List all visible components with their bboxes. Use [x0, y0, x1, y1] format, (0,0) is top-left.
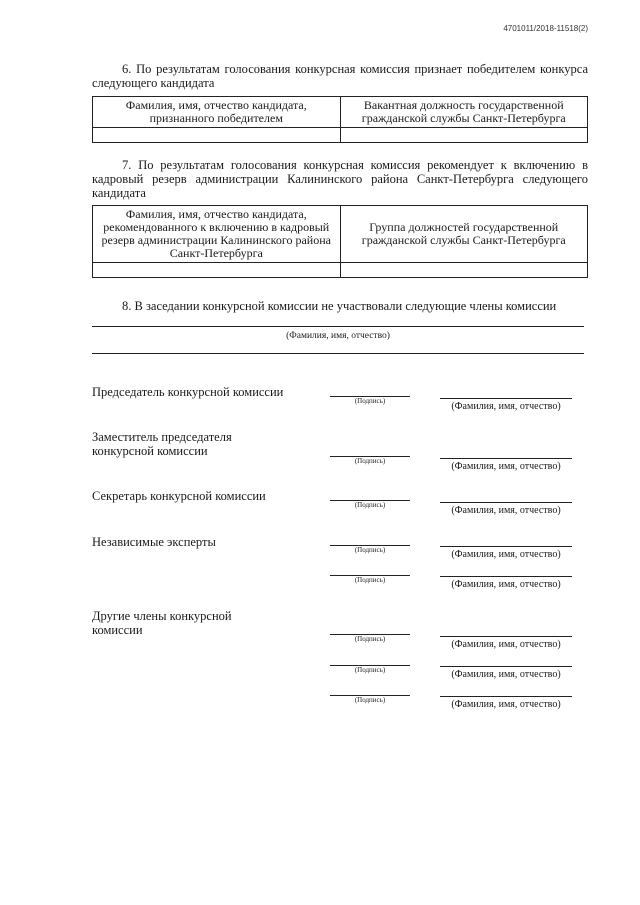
- signature-caption: (Подпись): [354, 397, 386, 405]
- absent-members-line-2[interactable]: [92, 353, 584, 354]
- name-line[interactable]: [440, 576, 572, 577]
- reserve-group-cell[interactable]: [340, 263, 588, 278]
- name-line[interactable]: [440, 458, 572, 459]
- document-number: 4701011/2018-11518(2): [503, 24, 588, 33]
- name-caption: (Фамилия, имя, отчество): [451, 639, 561, 650]
- table-row: [93, 128, 588, 143]
- role-secretary: Секретарь конкурсной комиссии: [92, 489, 266, 503]
- name-line[interactable]: [440, 696, 572, 697]
- section-7-text: 7. По результатам голосования конкурсная комиссия рекомендует к включению в кадровый резерв администрации Калининского района Санкт-Петербурга следующего кандидата: [92, 158, 588, 200]
- name-caption: (Фамилия, имя, отчество): [451, 549, 561, 560]
- role-chairman: Председатель конкурсной комиссии: [92, 385, 284, 399]
- name-caption: (Фамилия, имя, отчество): [451, 579, 561, 590]
- name-line[interactable]: [440, 546, 572, 547]
- name-line[interactable]: [440, 666, 572, 667]
- winner-table-header-position: Вакантная должность государственной гражданской службы Санкт-Петербурга: [340, 97, 588, 128]
- name-caption: (Фамилия, имя, отчество): [451, 401, 561, 412]
- reserve-table-header-group: Группа должностей государственной гражданской службы Санкт-Петербурга: [340, 206, 588, 263]
- table-row: [93, 263, 588, 278]
- signature-caption: (Подпись): [354, 696, 386, 704]
- signature-caption: (Подпись): [354, 576, 386, 584]
- winner-table-header-name: Фамилия, имя, отчество кандидата, признанного победителем: [93, 97, 341, 128]
- reserve-name-cell[interactable]: [93, 263, 341, 278]
- winner-table: [92, 96, 588, 143]
- role-deputy: Заместитель председателя конкурсной комиссии: [92, 430, 232, 458]
- name-line[interactable]: [440, 398, 572, 399]
- winner-position-cell[interactable]: [340, 128, 588, 143]
- name-line[interactable]: [440, 636, 572, 637]
- name-line[interactable]: [440, 502, 572, 503]
- signature-caption: (Подпись): [354, 501, 386, 509]
- signature-caption: (Подпись): [354, 546, 386, 554]
- section-6-text: 6. По результатам голосования конкурсная комиссия признает победителем конкурса следующего кандидата: [92, 62, 588, 90]
- name-caption: (Фамилия, имя, отчество): [451, 699, 561, 710]
- signature-caption: (Подпись): [354, 635, 386, 643]
- section-8-text: 8. В заседании конкурсной комиссии не участвовали следующие члены комиссии: [122, 299, 557, 313]
- reserve-table-header-name: Фамилия, имя, отчество кандидата, рекомендованного к включению в кадровый резерв администрации Калининского района Санкт-Петербурга: [93, 206, 341, 263]
- name-caption: (Фамилия, имя, отчество): [451, 461, 561, 472]
- reserve-table: [92, 205, 588, 278]
- name-caption: (Фамилия, имя, отчество): [451, 669, 561, 680]
- absent-members-caption: (Фамилия, имя, отчество): [286, 331, 390, 341]
- role-experts: Независимые эксперты: [92, 535, 216, 549]
- name-caption: (Фамилия, имя, отчество): [451, 505, 561, 516]
- signature-caption: (Подпись): [354, 457, 386, 465]
- signature-caption: (Подпись): [354, 666, 386, 674]
- absent-members-line[interactable]: [92, 326, 584, 327]
- role-others: Другие члены конкурсной комиссии: [92, 609, 232, 637]
- winner-name-cell[interactable]: [93, 128, 341, 143]
